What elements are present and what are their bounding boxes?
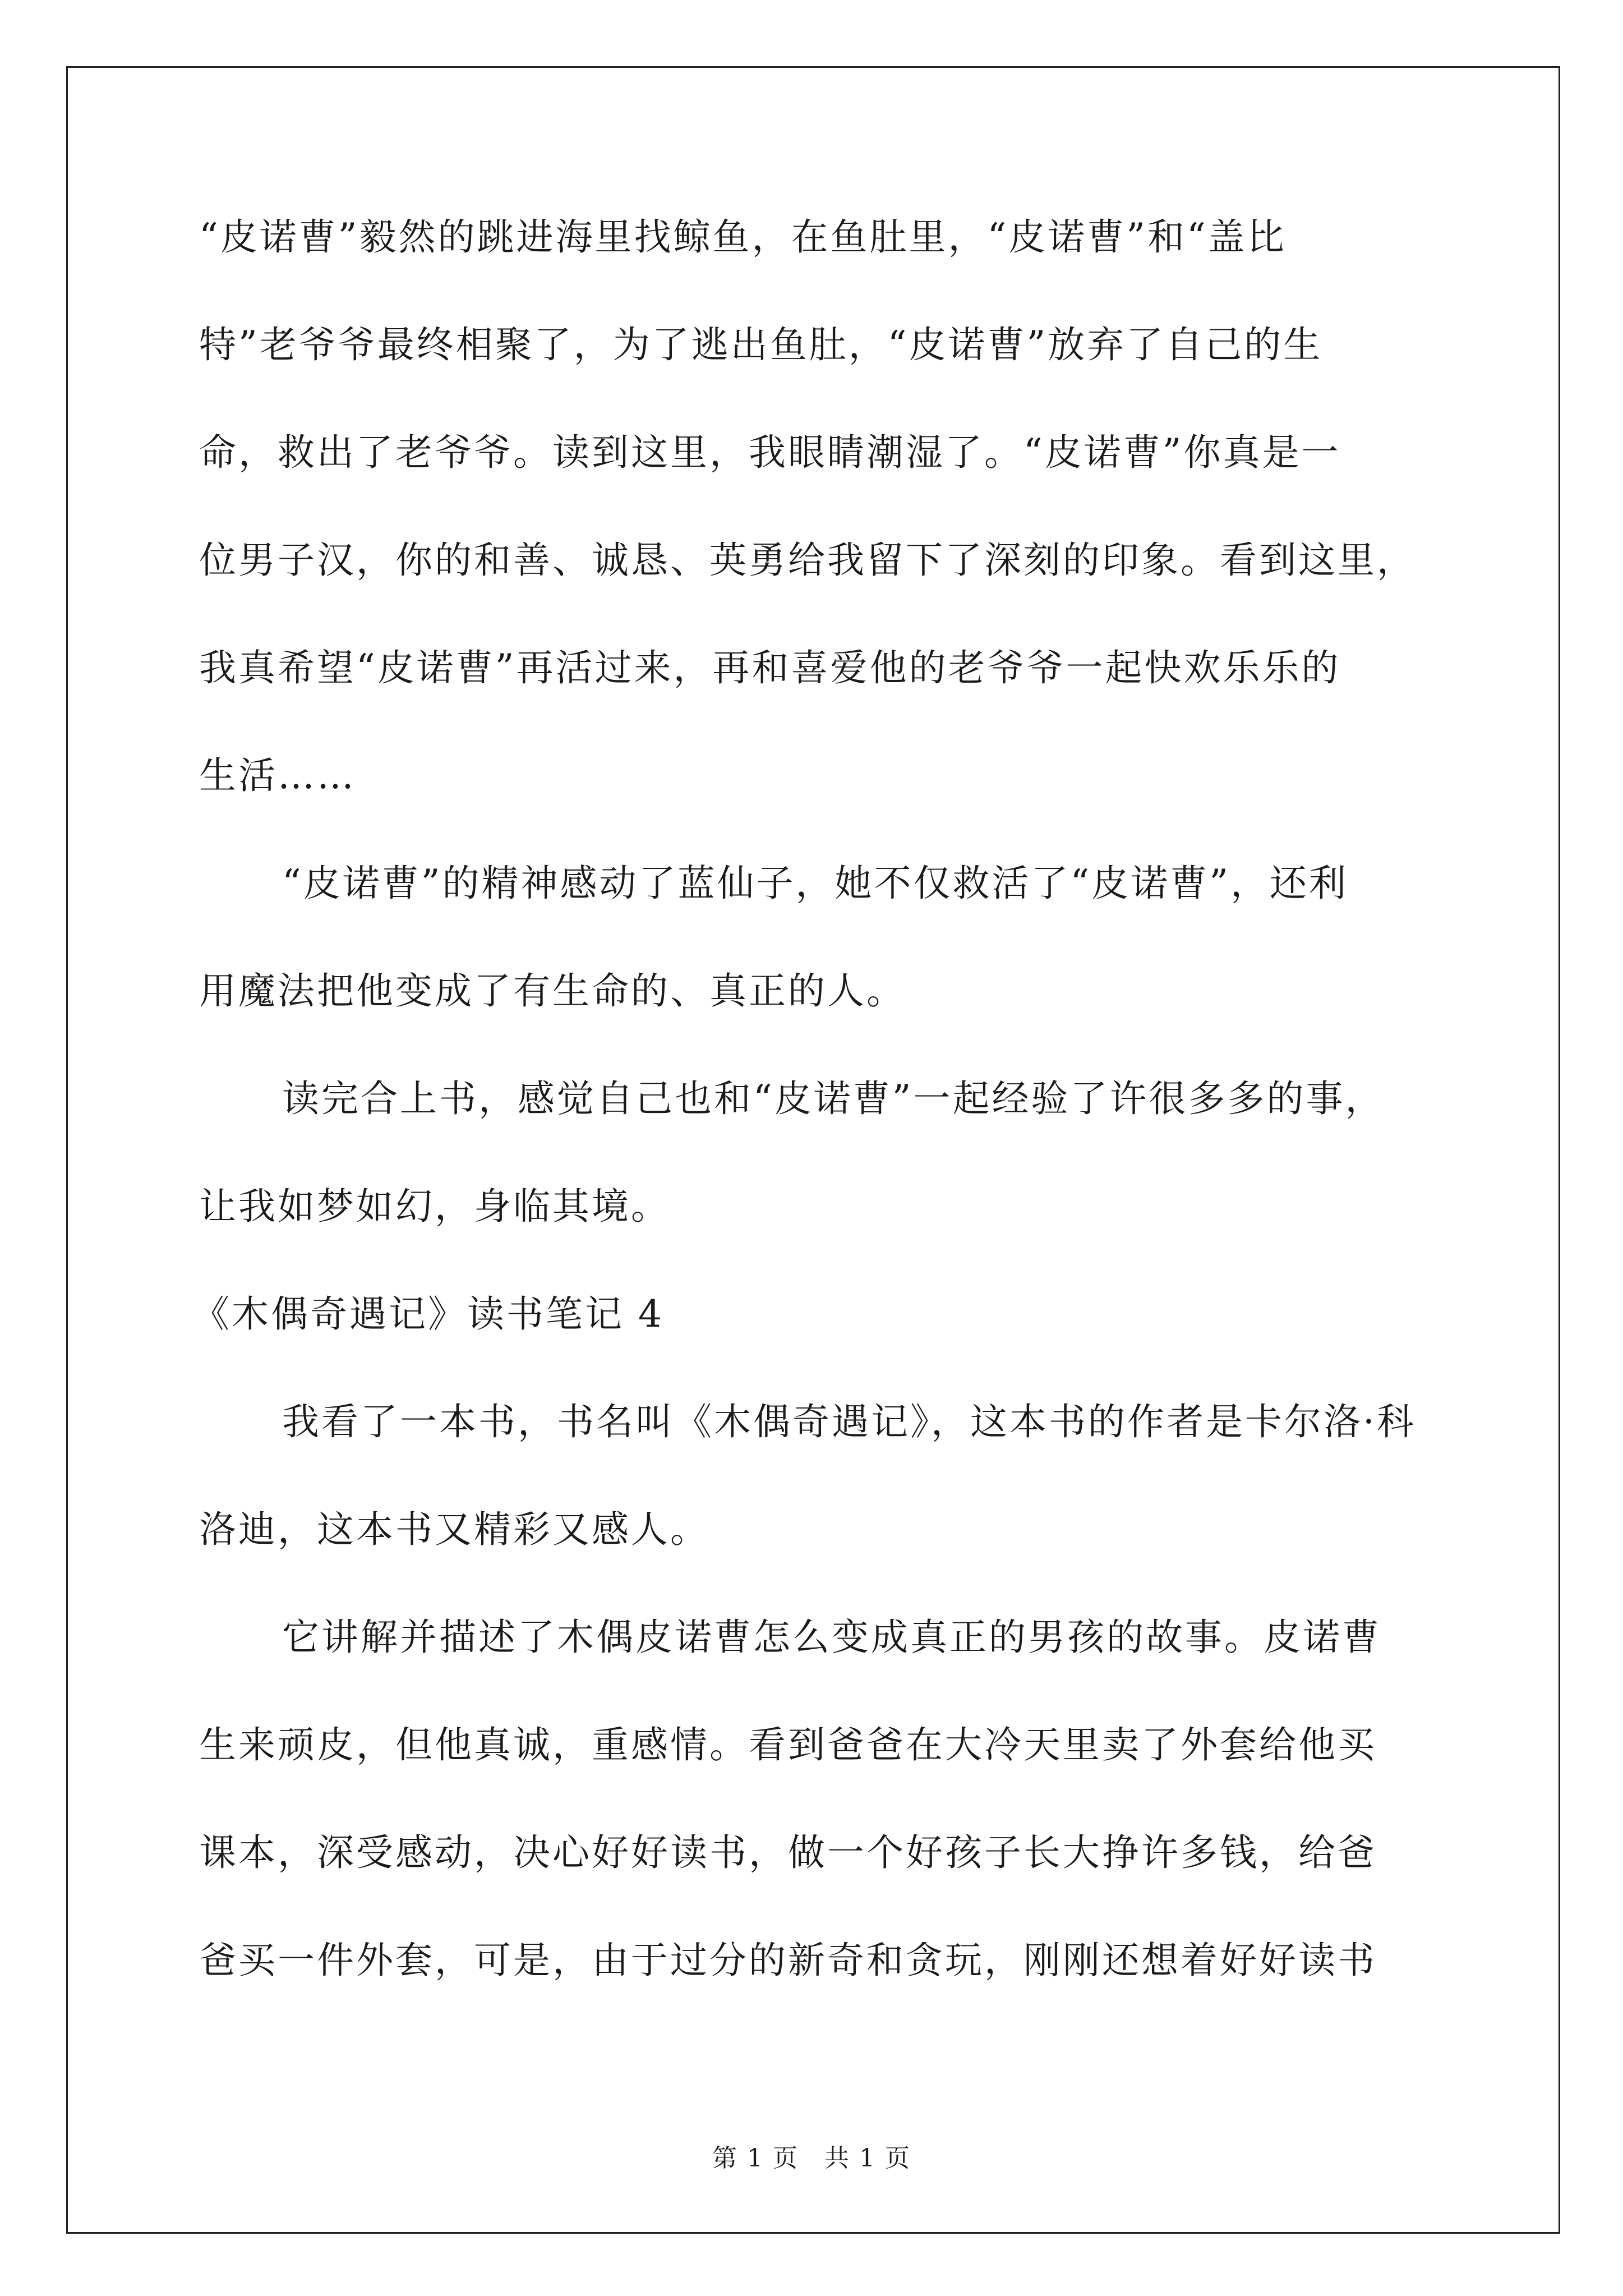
section-title: 《木偶奇遇记》读书笔记 4 bbox=[192, 1292, 664, 1336]
text-line: 生活…… bbox=[199, 754, 356, 797]
text-line: 特”老爷爷最终相聚了，为了逃出鱼肚，“皮诺曹”放弃了自己的生 bbox=[199, 323, 1323, 366]
text-line: 用魔法把他变成了有生命的、真正的人。 bbox=[199, 969, 906, 1013]
text-line: 洛迪，这本书又精彩又感人。 bbox=[199, 1508, 709, 1551]
text-line: 课本，深受感动，决心好好读书，做一个好孩子长大挣许多钱，给爸 bbox=[199, 1831, 1377, 1874]
page-frame bbox=[66, 66, 1560, 2234]
text-line: 生来顽皮，但他真诚，重感情。看到爸爸在大冷天里卖了外套给他买 bbox=[199, 1723, 1377, 1766]
text-line: 读完合上书，感觉自己也和“皮诺曹”一起经验了许很多多的事， bbox=[282, 1077, 1385, 1120]
text-line: 命，救出了老爷爷。读到这里，我眼睛潮湿了。“皮诺曹”你真是一 bbox=[199, 431, 1341, 474]
text-line: 让我如梦如幻，身临其境。 bbox=[199, 1185, 670, 1228]
text-line: “皮诺曹”毅然的跳进海里找鲸鱼，在鱼肚里，“皮诺曹”和“盖比 bbox=[199, 215, 1287, 259]
text-line: 它讲解并描述了木偶皮诺曹怎么变成真正的男孩的故事。皮诺曹 bbox=[282, 1616, 1381, 1659]
text-line: 我真希望“皮诺曹”再活过来，再和喜爱他的老爷爷一起快欢乐乐的 bbox=[199, 646, 1341, 689]
text-line: 爸买一件外套，可是，由于过分的新奇和贪玩，刚刚还想着好好读书 bbox=[199, 1939, 1377, 1982]
text-line: 我看了一本书，书名叫《木偶奇遇记》，这本书的作者是卡尔洛·科 bbox=[282, 1400, 1416, 1443]
text-line: “皮诺曹”的精神感动了蓝仙子，她不仅救活了“皮诺曹”，还利 bbox=[282, 862, 1348, 905]
text-line: 位男子汉，你的和善、诚恳、英勇给我留下了深刻的印象。看到这里， bbox=[199, 539, 1416, 582]
page-footer: 第 1 页 共 1 页 bbox=[712, 2144, 911, 2173]
